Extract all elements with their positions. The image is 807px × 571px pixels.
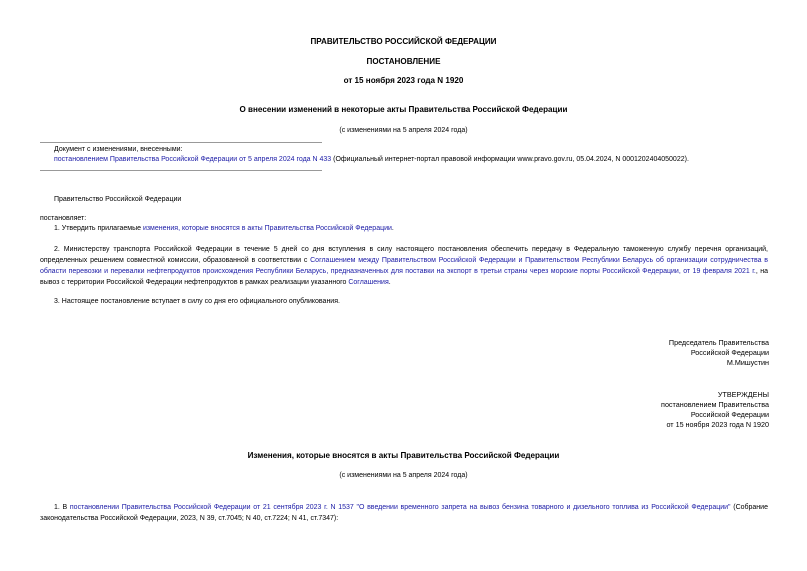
approval-stamp: УТВЕРЖДЕНЫ bbox=[717, 390, 769, 399]
changes-title: Изменения, которые вносятся в акты Правительства Российской Федерации bbox=[247, 451, 560, 460]
amendments-line bbox=[54, 155, 689, 164]
amendments-bottom-rule bbox=[40, 170, 322, 171]
amendments-intro: Документ с изменениями, внесенными: bbox=[54, 146, 183, 153]
changes-link[interactable]: изменения, которые вносятся в акты Правительства Российской Федерации bbox=[142, 225, 392, 232]
document-title: О внесении изменений в некоторые акты Правительства Российской Федерации bbox=[239, 105, 568, 114]
paragraph-2 bbox=[40, 244, 768, 288]
p2-text-a: 2. Министерству транспорта Российской Федерации в течение 5 дней со дня вступления в силу настоящего постановления обеспечить передачу в Федеральную таможенную службу перечня организаций, определенных решением совместной комиссии, образованной в соответствии с bbox=[40, 246, 768, 264]
approval-by: постановлением Правительства bbox=[661, 400, 769, 409]
decides-text: постановляет: bbox=[40, 215, 87, 222]
item1-prefix: 1. В bbox=[54, 504, 70, 511]
item1-source: (Собрание законодательства Российской Федерации, 2023, N 39, ст.7045; N 40, ст.7224; N 41, ст.7347): bbox=[40, 504, 768, 522]
signature-body: Российской Федерации bbox=[690, 348, 769, 357]
p1-text: 1. Утвердить прилагаемые bbox=[54, 225, 143, 232]
p2-text-c: . bbox=[388, 279, 391, 286]
changes-revision-note: (с изменениями на 5 апреля 2024 года) bbox=[339, 472, 468, 479]
p2-text-b: , на вывоз с территории Российской Федерации нефтепродуктов в рамках реализации указанного bbox=[40, 268, 768, 286]
changes-item-1 bbox=[40, 502, 768, 524]
amendments-top-rule bbox=[40, 142, 322, 143]
org-heading: ПРАВИТЕЛЬСТВО РОССИЙСКОЙ ФЕДЕРАЦИИ bbox=[310, 37, 497, 46]
signature-name: М.Мишустин bbox=[726, 358, 769, 367]
amendment-source: (Официальный интернет-портал правовой информации www.pravo.gov.ru, 05.04.2024, N 0001202404050022). bbox=[331, 156, 689, 163]
revision-note: (с изменениями на 5 апреля 2024 года) bbox=[339, 127, 468, 134]
signature-position: Председатель Правительства bbox=[668, 338, 769, 347]
paragraph-3: 3. Настоящее постановление вступает в силу со дня его официального опубликования. bbox=[54, 298, 340, 305]
preamble-text: Правительство Российской Федерации bbox=[54, 196, 182, 203]
p1-end: . bbox=[391, 225, 394, 232]
approval-block bbox=[661, 390, 769, 430]
agreement-short-link[interactable]: Соглашения bbox=[348, 279, 389, 286]
signature-block bbox=[669, 338, 769, 368]
approval-body: Российской Федерации bbox=[690, 410, 769, 419]
amendment-link[interactable]: постановлением Правительства Российской Федерации от 5 апреля 2024 года N 433 bbox=[54, 156, 332, 163]
doc-type-heading: ПОСТАНОВЛЕНИЕ bbox=[366, 57, 441, 66]
approval-date: от 15 ноября 2023 года N 1920 bbox=[666, 420, 769, 429]
date-number-heading: от 15 ноября 2023 года N 1920 bbox=[343, 76, 464, 85]
resolution-1537-link[interactable]: постановлении Правительства Российской Федерации от 21 сентября 2023 г. N 1537 "О введении временного запрета на вывоз бензина товарного и дизельного топлива из Российской Федерации" bbox=[69, 504, 731, 511]
paragraph-1 bbox=[40, 223, 768, 234]
agreement-link[interactable]: Соглашением между Правительством Российской Федерации и Правительством Республики Беларусь об организации сотрудничества в области перевозки и перевалки нефтепродуктов происхождения Республики Беларусь, предназначенных для поставки на экспорт в третьи страны через морские порты Российской Федерации, от 19 февраля 2021 г. bbox=[40, 257, 768, 275]
